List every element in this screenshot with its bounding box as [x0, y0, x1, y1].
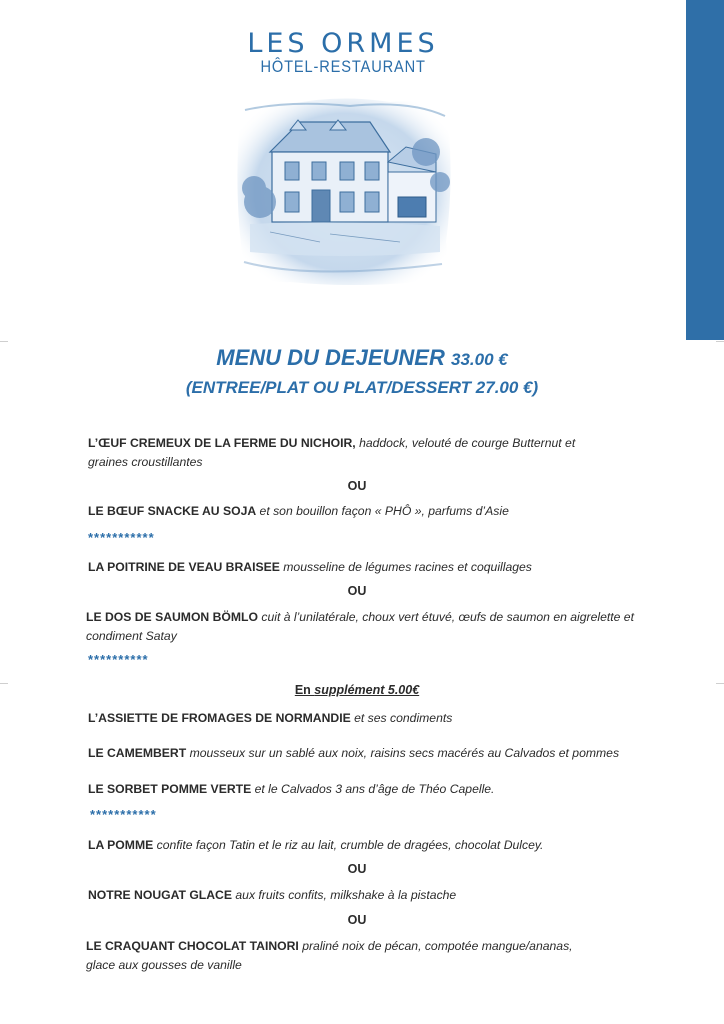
or-separator: OU	[347, 479, 367, 493]
list-item-dessert	[86, 937, 686, 975]
dish-description: et le Calvados 3 ans d’âge de Théo Capelle.	[251, 782, 495, 796]
list-item-cheese	[88, 709, 688, 728]
brand-subtitle: HÔTEL-RESTAURANT	[260, 57, 426, 76]
dish-description: haddock, velouté de courge Butternut et	[355, 436, 576, 450]
list-item-starter	[88, 434, 688, 472]
or-separator: OU	[347, 913, 367, 927]
list-item-starter	[88, 502, 688, 521]
dish-description: et ses condiments	[350, 711, 453, 725]
dish-name: L’ASSIETTE DE FROMAGES DE NORMANDIE	[88, 711, 351, 725]
dish-description: aux fruits confits, milkshake à la pistache	[232, 888, 457, 902]
list-item-main	[88, 558, 688, 577]
dish-name: NOTRE NOUGAT GLACE	[88, 888, 232, 902]
side-accent-bar	[686, 0, 724, 340]
crop-mark	[716, 683, 724, 684]
list-item-dessert	[88, 836, 688, 855]
dish-name: LE DOS DE SAUMON BÖMLO	[86, 610, 258, 624]
list-item-cheese	[88, 780, 688, 799]
dish-name: LE CAMEMBERT	[88, 746, 187, 760]
list-item-cheese	[88, 744, 688, 763]
dish-name: LA POMME	[88, 838, 154, 852]
brand-name: LES ORMES	[247, 28, 439, 59]
dish-name: LE SORBET POMME VERTE	[88, 782, 252, 796]
dish-name: L’ŒUF CREMEUX DE LA FERME DU NICHOIR,	[88, 436, 356, 450]
or-separator: OU	[347, 862, 367, 876]
dish-name: LE BŒUF SNACKE AU SOJA	[88, 504, 257, 518]
menu-subtitle: (ENTREE/PLAT OU PLAT/DESSERT 27.00 €)	[185, 378, 539, 397]
dish-description: mousseux sur un sablé aux noix, raisins secs macérés au Calvados et pommes	[186, 746, 620, 760]
list-item-dessert	[88, 886, 688, 905]
dish-description: praliné noix de pécan, compotée mangue/ananas,	[298, 939, 573, 953]
menu-heading	[0, 344, 724, 400]
crop-mark	[716, 341, 724, 342]
supplement-price: supplément 5.00€	[314, 683, 420, 697]
dish-description: confite façon Tatin et le riz au lait, crumble de dragées, chocolat Dulcey.	[153, 838, 544, 852]
supplement-prefix: En	[294, 683, 315, 697]
menu-title: MENU DU DEJEUNER	[216, 345, 445, 370]
brand-logo	[0, 30, 686, 77]
supplement-label	[0, 683, 714, 697]
or-separator: OU	[347, 584, 367, 598]
star-separator: **********	[88, 652, 149, 667]
dish-description-cont: condiment Satay	[86, 629, 177, 643]
dish-description-cont: graines croustillantes	[88, 455, 203, 469]
crop-mark	[0, 341, 8, 342]
star-separator: ***********	[90, 807, 157, 822]
dish-name: LE CRAQUANT CHOCOLAT TAINORI	[86, 939, 299, 953]
star-separator: ***********	[88, 530, 155, 545]
dish-description: et son bouillon façon « PHÔ », parfums d’Asie	[256, 504, 509, 518]
dish-description: cuit à l’unilatérale, choux vert étuvé, œufs de saumon en aigrelette et	[257, 610, 634, 624]
dish-name: LA POITRINE DE VEAU BRAISEE	[88, 560, 280, 574]
dish-description: mousseline de légumes racines et coquillages	[279, 560, 532, 574]
list-item-main	[86, 608, 686, 646]
menu-price: 33.00 €	[450, 350, 508, 369]
dish-description-cont: glace aux gousses de vanille	[86, 958, 242, 972]
hotel-sketch-illustration	[230, 92, 456, 288]
